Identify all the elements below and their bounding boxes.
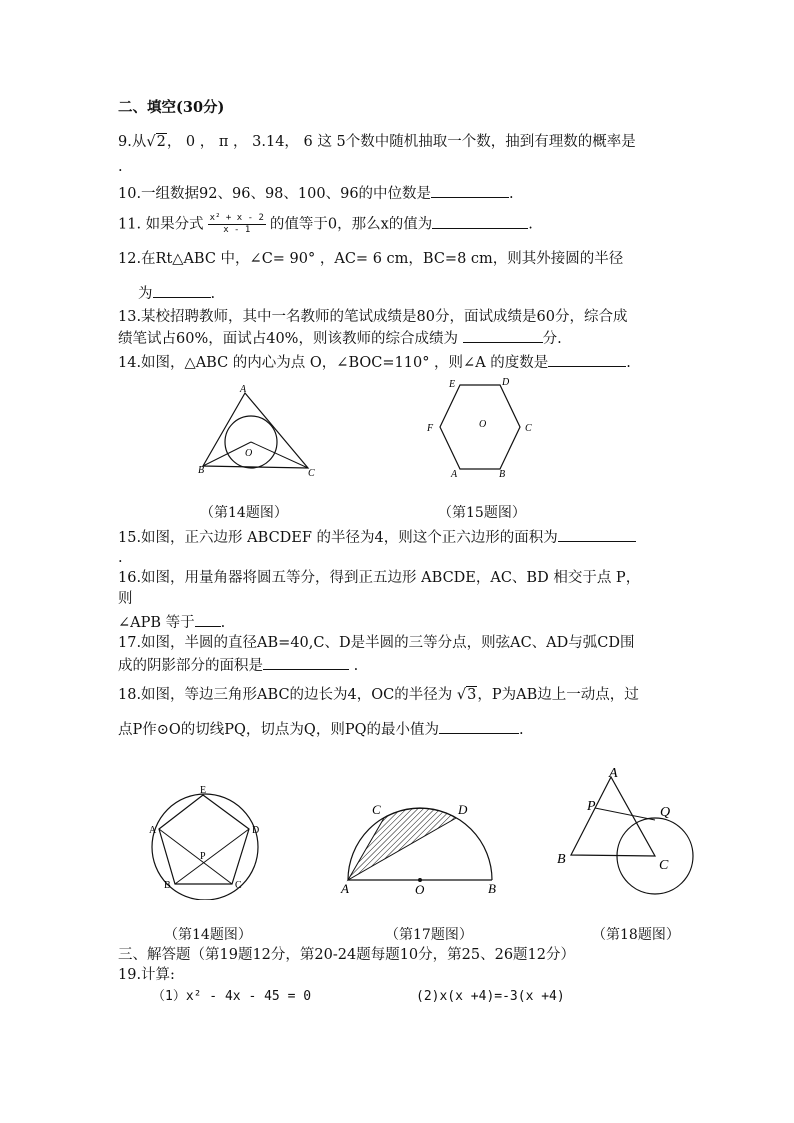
question-17-line2: 成的阴影部分的面积是 .	[118, 655, 358, 675]
figure-17-semicircle	[335, 795, 505, 895]
q9-prefix: 9.从	[118, 134, 147, 150]
label-o: O	[479, 419, 487, 430]
label-p: P	[587, 799, 596, 814]
figure-18-triangle-circle	[553, 762, 703, 902]
q9-rest: ， 0 ， π ， 3.14， 6 这 5个数中随机抽取一个数，抽到有理数的概率是	[166, 134, 636, 150]
question-13: 13.某校招聘教师，其中一名教师的笔试成绩是80分，面试成绩是60分，综合成	[118, 309, 628, 325]
diagonal-ac	[159, 829, 232, 884]
label-a: A	[341, 881, 349, 895]
question-16: 16.如图，用量角器将圆五等分，得到正五边形 ABCDE，AC、BD 相交于点 P，	[118, 570, 641, 586]
label-o: O	[245, 448, 253, 459]
answer-blank	[439, 719, 519, 734]
shaded-region	[348, 808, 456, 880]
label-p: P	[200, 851, 206, 862]
question-16-line2: 则	[118, 591, 133, 607]
question-14: 14.如图，△ABC 的内心为点 O，∠BOC=110° ，则∠A 的度数是 .	[118, 352, 631, 372]
answer-blank	[153, 283, 211, 298]
question-13-line2: 绩笔试占60%，面试占40%，则该教师的综合成绩为 分.	[118, 328, 562, 348]
sqrt-2: √2	[146, 134, 166, 150]
label-f: F	[427, 423, 434, 434]
caption-fig14b: （第14题图）	[164, 927, 252, 943]
answer-blank	[263, 655, 349, 670]
label-c: C	[308, 468, 315, 479]
label-c: C	[659, 858, 669, 873]
figure-14-incircle	[195, 380, 325, 480]
question-19-eq2: (2)x(x +4)=-3(x +4)	[416, 989, 565, 1004]
answer-blank	[195, 612, 221, 627]
sqrt-3: √3	[456, 687, 477, 703]
label-b: B	[164, 880, 171, 891]
question-11: 11. 如果分式 $\frac{\text{x² + x - 2}}{x - 1}$ 的值等于0，那么x的值为 .	[118, 213, 533, 235]
segment-co	[251, 442, 308, 468]
answer-blank	[558, 527, 636, 542]
label-c: C	[525, 423, 532, 434]
label-b: B	[198, 465, 205, 476]
question-18: 18.如图，等边三角形ABC的边长为4，OC的半径为 √3，P为AB边上一动点，过	[118, 687, 639, 703]
answer-blank	[431, 183, 509, 198]
label-a: A	[240, 384, 247, 395]
question-17: 17.如图，半圆的直径AB=40,C、D是半圆的三等分点，则弦AC、AD与弧CD围	[118, 635, 635, 651]
question-9	[118, 133, 636, 151]
caption-fig15: （第15题图）	[438, 505, 526, 521]
label-d: D	[252, 825, 260, 836]
label-q: Q	[660, 805, 671, 820]
q11-suffix: 的值等于0，那么x的值为	[269, 216, 433, 233]
answer-blank	[548, 352, 626, 367]
label-a: A	[609, 766, 618, 781]
section-3-title: 三、解答题（第19题12分，第20-24题每题10分，第25、26题12分）	[118, 947, 576, 963]
q11-prefix: 11. 如果分式	[118, 216, 204, 233]
diagonal-bd	[175, 829, 249, 884]
label-e: E	[200, 785, 207, 796]
label-c: C	[372, 802, 381, 817]
answer-blank	[432, 214, 528, 229]
question-19-title: 19.计算:	[118, 967, 175, 983]
question-10: 10.一组数据92、96、98、100、96的中位数是 .	[118, 183, 514, 203]
caption-fig17: （第17题图）	[385, 927, 473, 943]
question-15-line2: .	[118, 550, 123, 566]
fraction: $\frac{\text{x² + x - 2}}{x - 1}$	[209, 213, 264, 235]
q10-text: 10.一组数据92、96、98、100、96的中位数是	[118, 186, 432, 202]
label-e: E	[449, 379, 456, 390]
label-b: B	[557, 852, 566, 867]
caption-fig14a: （第14题图）	[200, 505, 288, 521]
question-19-eq1: （1）x² - 4x - 45 = 0	[152, 989, 312, 1004]
figure-15-hexagon	[420, 375, 550, 480]
question-12-line2: 为 .	[138, 283, 215, 303]
question-16-line3: ∠APB 等于 .	[118, 612, 225, 632]
label-b: B	[499, 469, 506, 480]
tangent-pq	[595, 808, 655, 820]
question-18-line2: 点P作⊙O的切线PQ，切点为Q，则PQ的最小值为 .	[118, 719, 524, 739]
label-a: A	[149, 825, 157, 836]
question-12: 12.在Rt△ABC 中，∠C= 90° ，AC= 6 cm，BC=8 cm，则其外接圆的半径	[118, 251, 624, 267]
label-c: C	[235, 880, 242, 891]
label-d: D	[458, 802, 468, 817]
section-title: 二、填空(30分)	[118, 99, 225, 116]
question-15: 15.如图，正六边形 ABCDEF 的半径为4，则这个正六边形的面积为	[118, 527, 636, 547]
triangle-abc	[571, 777, 655, 856]
label-b: B	[488, 881, 496, 895]
caption-fig18: （第18题图）	[592, 927, 680, 943]
label-a: A	[451, 469, 458, 480]
label-o: O	[415, 882, 425, 895]
q9-tail: .	[118, 159, 123, 175]
triangle-abc	[203, 393, 308, 468]
answer-blank	[463, 328, 543, 343]
label-d: D	[502, 377, 510, 388]
figure-14-pentagon	[145, 775, 270, 900]
